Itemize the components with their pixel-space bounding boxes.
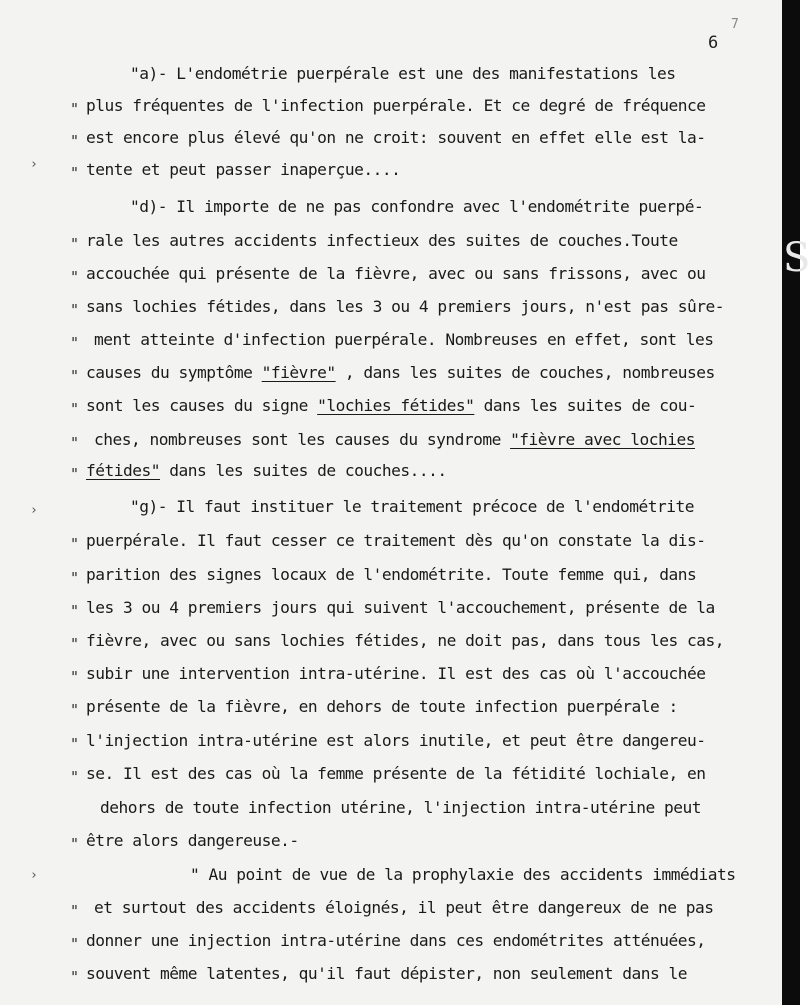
- text-line: présente de la fièvre, en dehors de toute infection puerpérale :: [86, 697, 678, 716]
- margin-quote-mark: ": [70, 465, 80, 483]
- text-line: " Au point de vue de la prophylaxie des accidents immédiats: [190, 865, 736, 884]
- text-line: causes du symptôme "fièvre" , dans les suites de couches, nombreuses: [86, 363, 715, 382]
- text-line: "g)- Il faut instituer le traitement précoce de l'endométrite: [130, 497, 694, 516]
- text-line: tente et peut passer inaperçue....: [86, 160, 401, 179]
- text-line: parition des signes locaux de l'endométrite. Toute femme qui, dans: [86, 565, 697, 584]
- margin-tick: ›: [30, 503, 38, 518]
- text-line: les 3 ou 4 premiers jours qui suivent l'accouchement, présente de la: [86, 598, 715, 617]
- margin-quote-mark: ": [70, 535, 80, 553]
- margin-quote-mark: ": [70, 301, 80, 319]
- text-line: accouchée qui présente de la fièvre, avec ou sans frissons, avec ou: [86, 264, 706, 283]
- text-line: fièvre, avec ou sans lochies fétides, ne doit pas, dans tous les cas,: [86, 631, 724, 650]
- underlined-term: "fièvre avec lochies: [510, 430, 695, 449]
- text-line: dehors de toute infection utérine, l'injection intra-utérine peut: [100, 798, 701, 817]
- margin-quote-mark: ": [70, 835, 80, 853]
- text-line: sont les causes du signe "lochies fétides" dans les suites de cou-: [86, 396, 697, 415]
- margin-quote-mark: ": [70, 635, 80, 653]
- text-line: "a)- L'endométrie puerpérale est une des manifestations les: [130, 64, 676, 83]
- text-line: subir une intervention intra-utérine. Il est des cas où l'accouchée: [86, 664, 706, 683]
- margin-tick: ›: [30, 868, 38, 883]
- text-line: plus fréquentes de l'infection puerpérale. Et ce degré de fréquence: [86, 96, 706, 115]
- underlined-term: fétides": [86, 461, 160, 480]
- corner-mark: 7: [731, 17, 739, 32]
- margin-quote-mark: ": [70, 735, 80, 753]
- text-line: "d)- Il importe de ne pas confondre avec l'endométrite puerpé-: [130, 197, 704, 216]
- text-line: et surtout des accidents éloignés, il peut être dangereux de ne pas: [94, 898, 714, 917]
- margin-quote-mark: ": [70, 701, 80, 719]
- scan-edge: [782, 0, 800, 1005]
- margin-quote-mark: ": [70, 902, 80, 920]
- margin-quote-mark: ": [70, 400, 80, 418]
- text-line: souvent même latentes, qu'il faut dépister, non seulement dans le: [86, 964, 687, 983]
- text-line: fétides" dans les suites de couches....: [86, 461, 447, 480]
- margin-quote-mark: ": [70, 434, 80, 452]
- margin-quote-mark: ": [70, 268, 80, 286]
- margin-quote-mark: ": [70, 935, 80, 953]
- margin-quote-mark: ": [70, 768, 80, 786]
- text-line: puerpérale. Il faut cesser ce traitement dès qu'on constate la dis-: [86, 531, 706, 550]
- margin-quote-mark: ": [70, 164, 80, 182]
- margin-quote-mark: ": [70, 367, 80, 385]
- margin-quote-mark: ": [70, 968, 80, 986]
- page-number: 6: [708, 33, 719, 53]
- text-line: être alors dangereuse.-: [86, 831, 299, 850]
- text-line: l'injection intra-utérine est alors inutile, et peut être dangereu-: [86, 731, 706, 750]
- underlined-term: "fièvre": [261, 363, 336, 382]
- margin-quote-mark: ": [70, 235, 80, 253]
- text-line: est encore plus élevé qu'on ne croit: souvent en effet elle est la-: [86, 128, 706, 147]
- underlined-term: "lochies fétides": [317, 396, 475, 415]
- text-line: rale les autres accidents infectieux des suites de couches.Toute: [86, 231, 678, 250]
- text-line: donner une injection intra-utérine dans ces endométrites atténuées,: [86, 931, 706, 950]
- text-line: ches, nombreuses sont les causes du syndrome "fièvre avec lochies: [94, 430, 695, 449]
- margin-tick: ›: [30, 157, 38, 172]
- margin-quote-mark: ": [70, 602, 80, 620]
- margin-quote-mark: ": [70, 100, 80, 118]
- margin-quote-mark: ": [70, 668, 80, 686]
- margin-quote-mark: ": [70, 132, 80, 150]
- text-line: sans lochies fétides, dans les 3 ou 4 premiers jours, n'est pas sûre-: [86, 297, 724, 316]
- margin-quote-mark: ": [70, 569, 80, 587]
- margin-quote-mark: ": [70, 334, 80, 352]
- text-line: se. Il est des cas où la femme présente de la fétidité lochiale, en: [86, 764, 706, 783]
- text-line: ment atteinte d'infection puerpérale. Nombreuses en effet, sont les: [94, 330, 714, 349]
- edge-glyph: S: [783, 235, 810, 281]
